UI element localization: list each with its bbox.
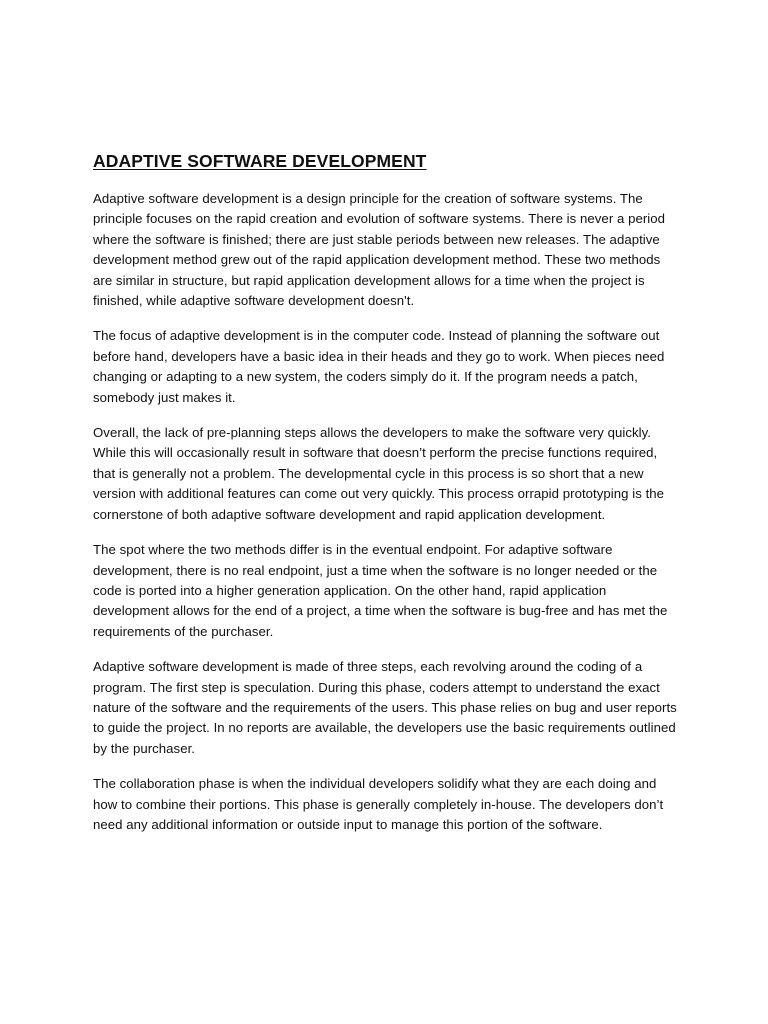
document-title: ADAPTIVE SOFTWARE DEVELOPMENT: [93, 151, 427, 171]
paragraph-intro: Adaptive software development is a design principle for the creation of software systems. The principle focuses on the rapid creation and evolution of software systems. There is never a period where the software is finished; there are just stable periods between new releases. The adaptive development method grew out of the rapid application development method. These two methods are similar in structure, but rapid application development allows for a time when the project is finished, while adaptive software development doesn't.: [93, 191, 666, 309]
paragraph-overall: Overall, the lack of pre-planning steps allows the developers to make the software very quickly. While this will occasionally result in software that doesn’t perform the precise functions required, that is generally not a problem. The developmental cycle in this process is so short that a new version with additional features can come out very quickly. This process orrapid prototyping is the cornerstone of both adaptive software development and rapid application development.: [93, 425, 665, 522]
paragraph-three-steps: Adaptive software development is made of three steps, each revolving around the coding of a program. The first step is speculation. During this phase, coders attempt to understand the exact nature of the software and the requirements of the users. This phase relies on bug and user reports to guide the project. In no reports are available, the developers use the basic requirements outlined by the purchaser.: [93, 659, 677, 756]
document-body: [93, 150, 683, 850]
paragraph-endpoint: The spot where the two methods differ is in the eventual endpoint. For adaptive software development, there is no real endpoint, just a time when the software is no longer needed or the code is ported into a higher generation application. On the other hand, rapid application development allows for the end of a project, a time when the software is bug-free and has met the requirements of the purchaser.: [93, 542, 668, 639]
paragraph-focus: The focus of adaptive development is in the computer code. Instead of planning the software out before hand, developers have a basic idea in their heads and they go to work. When pieces need changing or adapting to a new system, the coders simply do it. If the program needs a patch, somebody just makes it.: [93, 328, 665, 405]
paragraph-collaboration: The collaboration phase is when the individual developers solidify what they are each doing and how to combine their portions. This phase is generally completely in-house. The developers don’t need any additional information or outside input to manage this portion of the software.: [93, 776, 664, 832]
